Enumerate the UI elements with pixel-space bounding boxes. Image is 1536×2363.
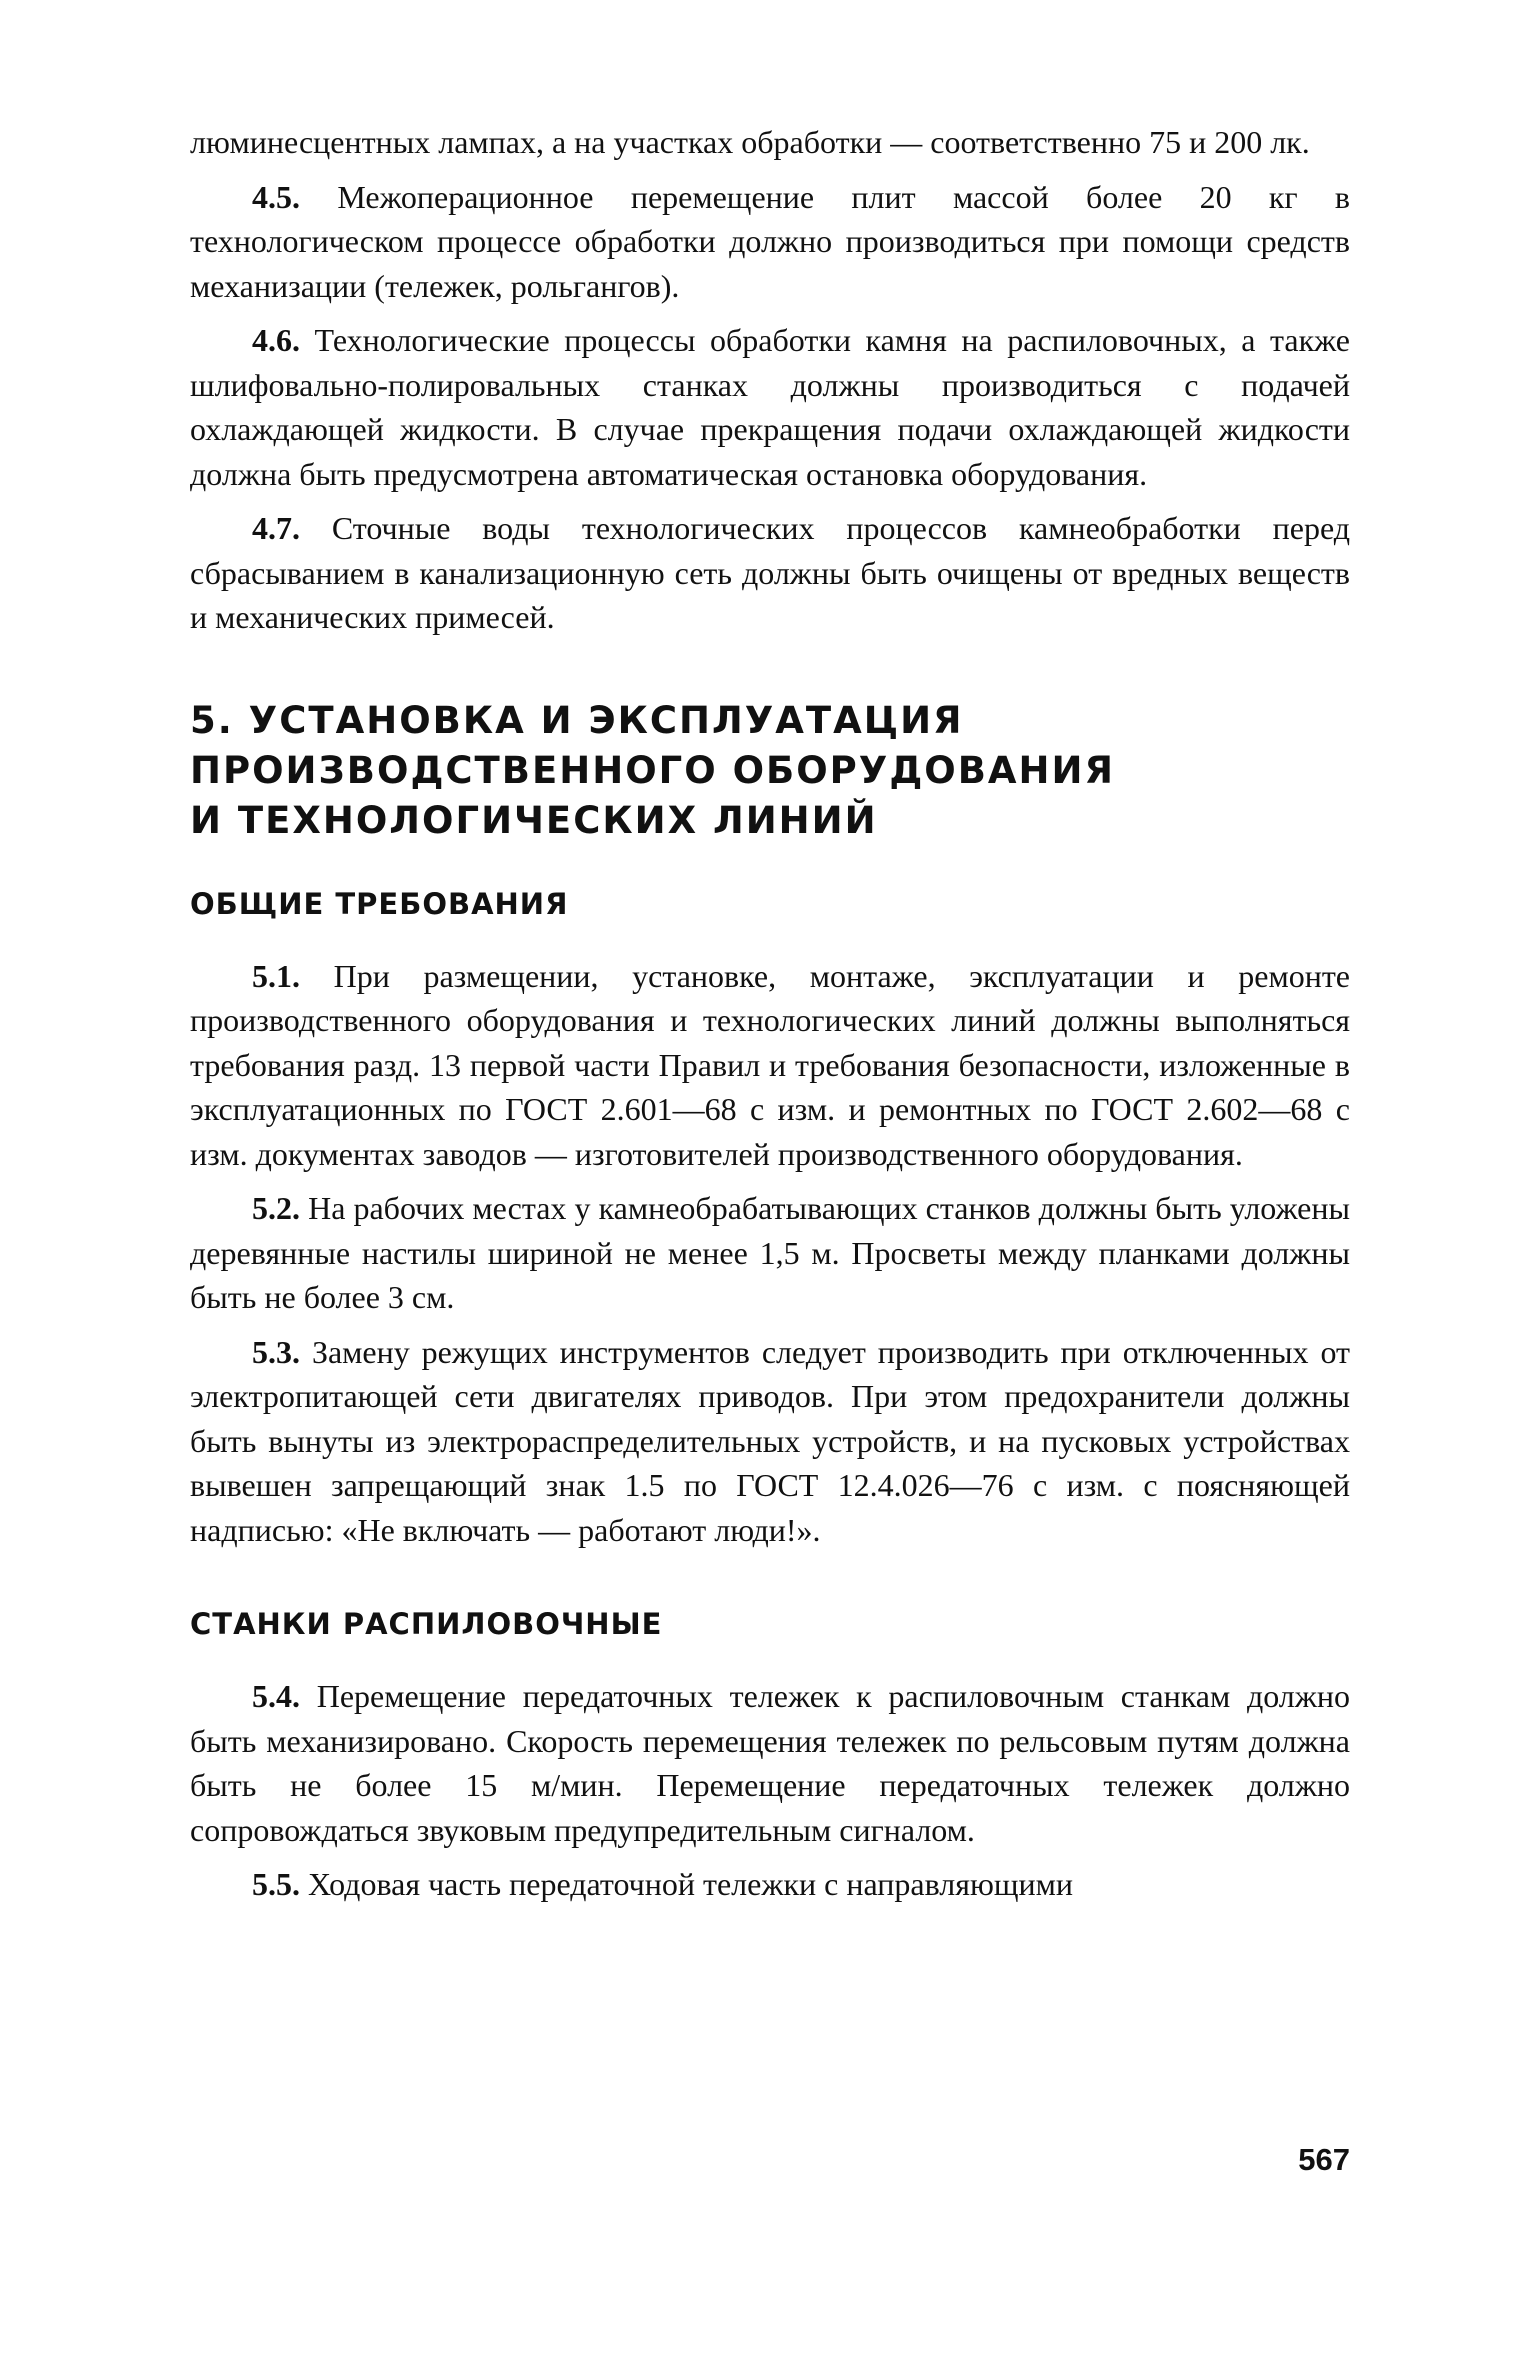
paragraph-number: 5.1. [252, 957, 300, 994]
sawing-machines-heading: СТАНКИ РАСПИЛОВОЧНЫЕ [190, 1607, 663, 1641]
section-title-line: ПРОИЗВОДСТВЕННОГО ОБОРУДОВАНИЯ [190, 748, 1115, 792]
paragraph-text: Технологические процессы обработки камня на распиловочных, а также шлифовально-полировальных станках должны производиться с подачей охлаждающей жидкости. В случае прекращения подачи охлаждающей жидкости должна быть предусмотрена автоматическая остановка оборудования. [190, 322, 1351, 492]
paragraph-number: 5.5. [252, 1866, 300, 1902]
paragraph-text: При размещении, установке, монтаже, эксплуатации и ремонте производственного оборудования и технологических линий должны выполняться требования разд. 13 первой части Правил и требования безопасности, изложенные в эксплуатационных по ГОСТ 2.601—68 с изм. и ремонтных по ГОСТ 2.602—68 с изм. документах заводов — изготовителей производственного оборудования. [190, 957, 1351, 1172]
paragraph-text: Ходовая часть передаточной тележки с направляющими [308, 1866, 1073, 1902]
paragraph-4-5 [190, 175, 1350, 309]
page-body [190, 120, 1350, 1917]
paragraph-4-7 [190, 506, 1350, 640]
paragraph-number: 5.3. [252, 1333, 300, 1370]
page-number: 567 [1298, 2142, 1350, 2177]
paragraph-number: 4.5. [252, 178, 300, 215]
paragraph-number: 4.6. [252, 322, 300, 358]
section-title-line: И ТЕХНОЛОГИЧЕСКИХ ЛИНИЙ [190, 798, 878, 842]
paragraph-text: Перемещение передаточных тележек к распиловочным станкам должно быть механизировано. Скорость перемещения тележек по рельсовым путям должна быть не более 15 м/мин. Перемещение передаточных тележек должно сопровождаться звуковым предупредительным сигналом. [190, 1678, 1350, 1848]
continuation-paragraph [190, 120, 1350, 165]
paragraph-text: На рабочих местах у камнеобрабатывающих станков должны быть уложены деревянные настилы шириной не менее 1,5 м. Просветы между планками должны быть не более 3 см. [190, 1190, 1351, 1315]
general-requirements-heading: ОБЩИЕ ТРЕБОВАНИЯ [190, 886, 569, 921]
paragraph-text: Замену режущих инструментов следует производить при отключенных от электропитающей сети двигателях приводов. При этом предохранители должны быть вынуты из электрораспределительных устройств, и на пусковых устройствах вывешен запрещающий знак 1.5 по ГОСТ 12.4.026—76 с изм. с поясняющей надписью: «Не включать — работают люди!». [190, 1333, 1351, 1548]
paragraph-number: 5.4. [252, 1678, 300, 1714]
section-title-line: 5. УСТАНОВКА И ЭКСПЛУАТАЦИЯ [190, 698, 964, 742]
paragraph-4-6 [190, 318, 1350, 496]
paragraph-text: Межоперационное перемещение плит массой более 20 кг в технологическом процессе обработки должно производиться при помощи средств механизации (тележек, рольгангов). [190, 178, 1351, 304]
paragraph-5-2 [190, 1186, 1350, 1320]
section-5-title [190, 696, 1350, 846]
paragraph-text: Сточные воды технологических процессов камнеобработки перед сбрасыванием в канализационную сеть должны быть очищены от вредных веществ и механических примесей. [190, 510, 1351, 635]
paragraph-5-3 [190, 1330, 1350, 1553]
continuation-text: люминесцентных лампах, а на участках обработки — соответственно 75 и 200 лк. [190, 124, 1310, 160]
paragraph-5-5 [190, 1862, 1350, 1907]
paragraph-5-1 [190, 954, 1350, 1177]
paragraph-number: 4.7. [252, 510, 300, 546]
paragraph-number: 5.2. [252, 1190, 300, 1226]
paragraph-5-4 [190, 1674, 1350, 1852]
